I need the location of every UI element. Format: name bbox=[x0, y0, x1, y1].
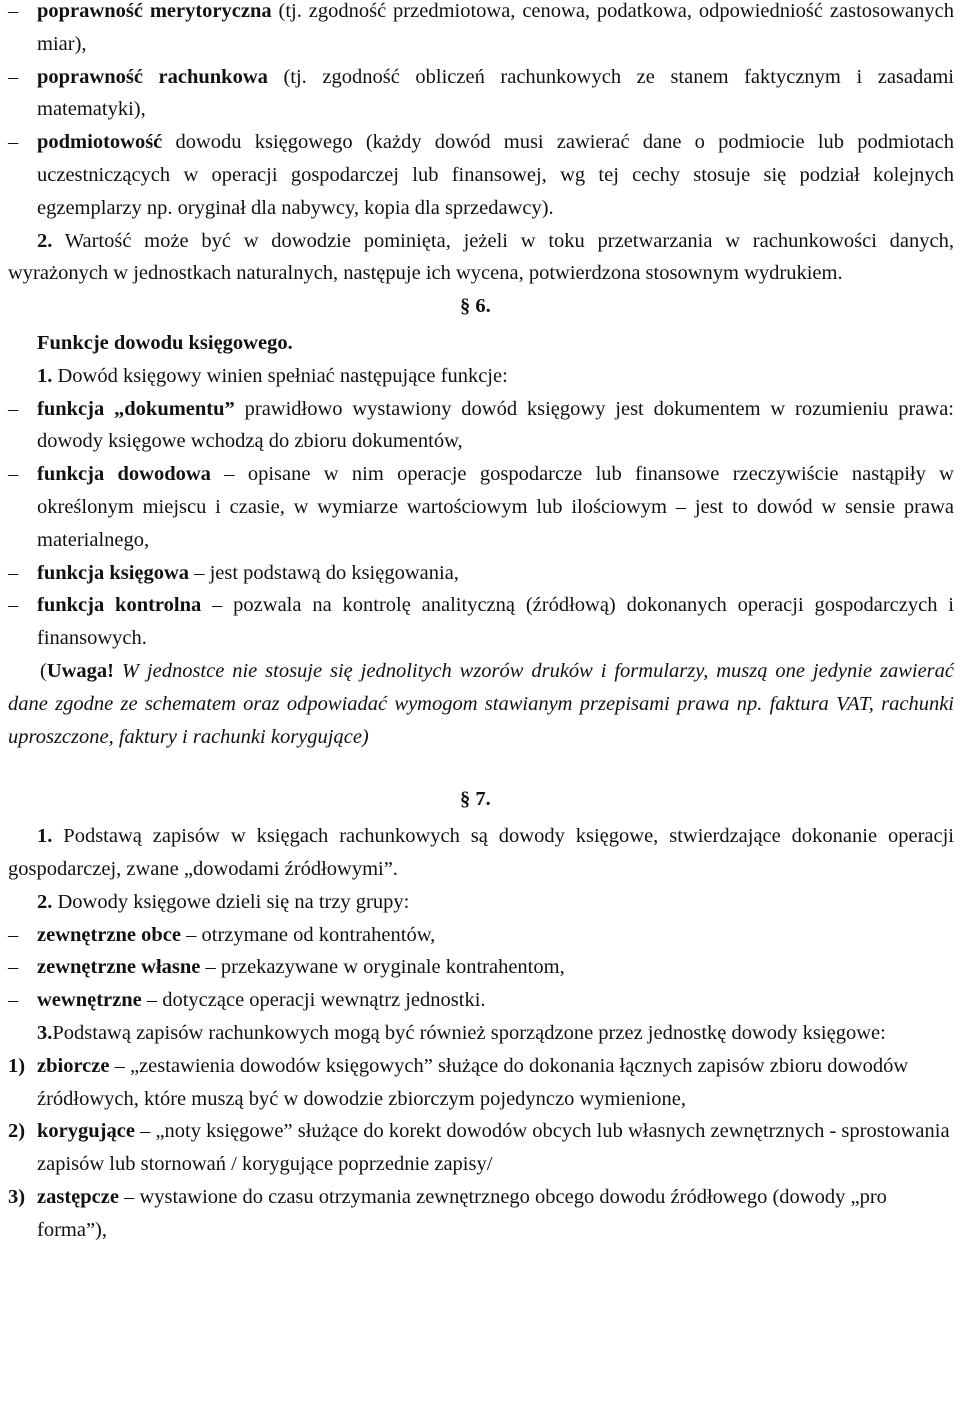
term-description: – opisane w nim operacje gospodarcze lub finansowe rzeczywiście nastąpiły w określonym miejscu i czasie, w wymiarze wartościowym lub ilościowym – jest to dowód w sensie prawa materialnego, bbox=[37, 463, 954, 551]
section-7-paragraph-3 bbox=[8, 1017, 954, 1050]
term: zewnętrzne obce bbox=[37, 923, 182, 946]
paragraph-number: 1. bbox=[37, 825, 53, 848]
paragraph-number: 2. bbox=[37, 890, 53, 913]
section-7-paragraph-1 bbox=[8, 820, 954, 886]
paragraph-number: 3. bbox=[37, 1021, 53, 1044]
note-paragraph bbox=[8, 655, 954, 753]
list-item-text bbox=[37, 589, 954, 655]
list-item-text bbox=[37, 0, 954, 61]
paragraph-text: Dowody księgowe dzieli się na trzy grupy: bbox=[52, 890, 410, 913]
dash-bullet: – bbox=[8, 397, 19, 420]
dash-bullet: – bbox=[8, 131, 19, 154]
note-text: W jednostce nie stosuje się jednolitych wzorów druków i formularzy, muszą one jedynie zawierać dane zgodne ze schematem oraz odpowiadać wymogom stawianym przepisami prawa np. faktura VAT, rachunki uproszczone, faktury i rachunki korygujące) bbox=[8, 659, 954, 748]
document-page bbox=[8, 0, 954, 1246]
term: poprawność rachunkowa bbox=[37, 65, 268, 88]
term: zewnętrzne własne bbox=[37, 956, 201, 979]
term: poprawność merytoryczna bbox=[37, 0, 272, 22]
list-item-text bbox=[37, 919, 954, 952]
term: funkcja kontrolna bbox=[37, 594, 202, 617]
term: funkcja „dokumentu” bbox=[37, 397, 235, 420]
term-description: (tj. zgodność obliczeń rachunkowych ze stanem faktycznym i zasadami matematyki), bbox=[37, 65, 954, 121]
numbered-item bbox=[8, 1115, 954, 1181]
term: funkcja księgowa bbox=[37, 561, 190, 584]
term-description: – wystawione do czasu otrzymania zewnętrznego obcego dowodu źródłowego (dowody „pro forma”), bbox=[37, 1185, 887, 1241]
dash-bullet: – bbox=[8, 561, 19, 584]
numbered-item-text bbox=[37, 1050, 954, 1116]
term-description: dowodu księgowego (każdy dowód musi zawierać dane o podmiocie lub podmiotach uczestniczących w operacji gospodarczej lub finansowej, wg tej cechy stosuje się podział kolejnych egzemplarzy np. oryginał dla nabywcy, kopia dla sprzedawcy). bbox=[37, 131, 954, 219]
term-description: – „noty księgowe” służące do korekt dowodów obcych lub własnych zewnętrznych - sprostowania zapisów lub stornowań / korygujące poprzednie zapisy/ bbox=[37, 1120, 950, 1176]
numbered-item bbox=[8, 1181, 954, 1247]
list-item bbox=[8, 951, 954, 984]
term-description: – otrzymane od kontrahentów, bbox=[181, 923, 436, 946]
term: funkcja dowodowa bbox=[37, 463, 211, 486]
term: zbiorcze bbox=[37, 1054, 110, 1077]
list-item bbox=[8, 61, 954, 127]
list-item-text bbox=[37, 557, 954, 590]
section-6-paragraph-1 bbox=[8, 360, 954, 393]
list-item bbox=[8, 393, 954, 459]
term-description: – jest podstawą do księgowania, bbox=[189, 561, 459, 584]
list-item-text bbox=[37, 984, 954, 1017]
item-number: 2) bbox=[8, 1120, 26, 1143]
paragraph-text: Podstawą zapisów rachunkowych mogą być również sporządzone przez jednostkę dowody księgowe: bbox=[52, 1021, 886, 1044]
section-7-paragraph-2 bbox=[8, 886, 954, 919]
term: korygujące bbox=[37, 1120, 135, 1143]
list-item-text bbox=[37, 951, 954, 984]
item-number: 3) bbox=[8, 1185, 26, 1208]
item-number: 1) bbox=[8, 1054, 26, 1077]
list-item bbox=[8, 126, 954, 224]
list-item-text bbox=[37, 458, 954, 556]
term: podmiotowość bbox=[37, 131, 163, 154]
list-item bbox=[8, 984, 954, 1017]
list-item bbox=[8, 458, 954, 556]
dash-bullet: – bbox=[8, 956, 19, 979]
section-6-heading: Funkcje dowodu księgowego. bbox=[37, 331, 293, 354]
term-description: – dotyczące operacji wewnątrz jednostki. bbox=[141, 989, 486, 1012]
dash-bullet: – bbox=[8, 65, 19, 88]
term-description: – przekazywane w oryginale kontrahentom, bbox=[200, 956, 565, 979]
numbered-item-text bbox=[37, 1115, 954, 1181]
dash-bullet: – bbox=[8, 594, 19, 617]
section-6-label: § 6. bbox=[460, 295, 491, 318]
paragraph-number: 2. bbox=[37, 229, 53, 252]
paragraph-text: Dowód księgowy winien spełniać następujące funkcje: bbox=[52, 364, 508, 387]
numbered-item-text bbox=[37, 1181, 954, 1247]
dash-bullet: – bbox=[8, 989, 19, 1012]
list-item bbox=[8, 589, 954, 655]
paragraph-2 bbox=[8, 225, 954, 291]
term-description: – pozwala na kontrolę analityczną (źródłową) dokonanych operacji gospodarczych i finansowych. bbox=[37, 594, 954, 650]
dash-bullet: – bbox=[8, 463, 19, 486]
list-item-text bbox=[37, 126, 954, 224]
list-item-text bbox=[37, 393, 954, 459]
term-description: (tj. zgodność przedmiotowa, cenowa, podatkowa, odpowiedniość zastosowanych miar), bbox=[37, 0, 954, 55]
numbered-item bbox=[8, 1050, 954, 1116]
term: zastępcze bbox=[37, 1185, 119, 1208]
note-label: Uwaga! bbox=[46, 659, 115, 682]
term-description: – „zestawienia dowodów księgowych” służące do dokonania łącznych zapisów zbioru dowodów źródłowych, które muszą być w dowodzie zbiorczym pojedynczo wymienione, bbox=[37, 1054, 909, 1110]
list-item bbox=[8, 557, 954, 590]
dash-bullet: – bbox=[8, 923, 19, 946]
paragraph-number: 1. bbox=[37, 364, 53, 387]
list-item-text bbox=[37, 61, 954, 127]
paragraph-text: Podstawą zapisów w księgach rachunkowych są dowody księgowe, stwierdzające dokonanie operacji gospodarczej, zwane „dowodami źródłowymi”. bbox=[8, 825, 954, 880]
list-item bbox=[8, 919, 954, 952]
section-7-label: § 7. bbox=[460, 788, 491, 811]
note-open-paren: ( bbox=[40, 659, 47, 682]
dash-bullet: – bbox=[8, 0, 19, 22]
list-item bbox=[8, 0, 954, 61]
paragraph-text: Wartość może być w dowodzie pominięta, jeżeli w toku przetwarzania w rachunkowości danych, wyrażonych w jednostkach naturalnych, następuje ich wycena, potwierdzona stosownym wydrukiem. bbox=[8, 229, 954, 285]
term: wewnętrzne bbox=[37, 989, 142, 1012]
term-description: prawidłowo wystawiony dowód księgowy jest dokumentem w rozumieniu prawa: dowody księgowe wchodzą do zbioru dokumentów, bbox=[37, 397, 955, 453]
